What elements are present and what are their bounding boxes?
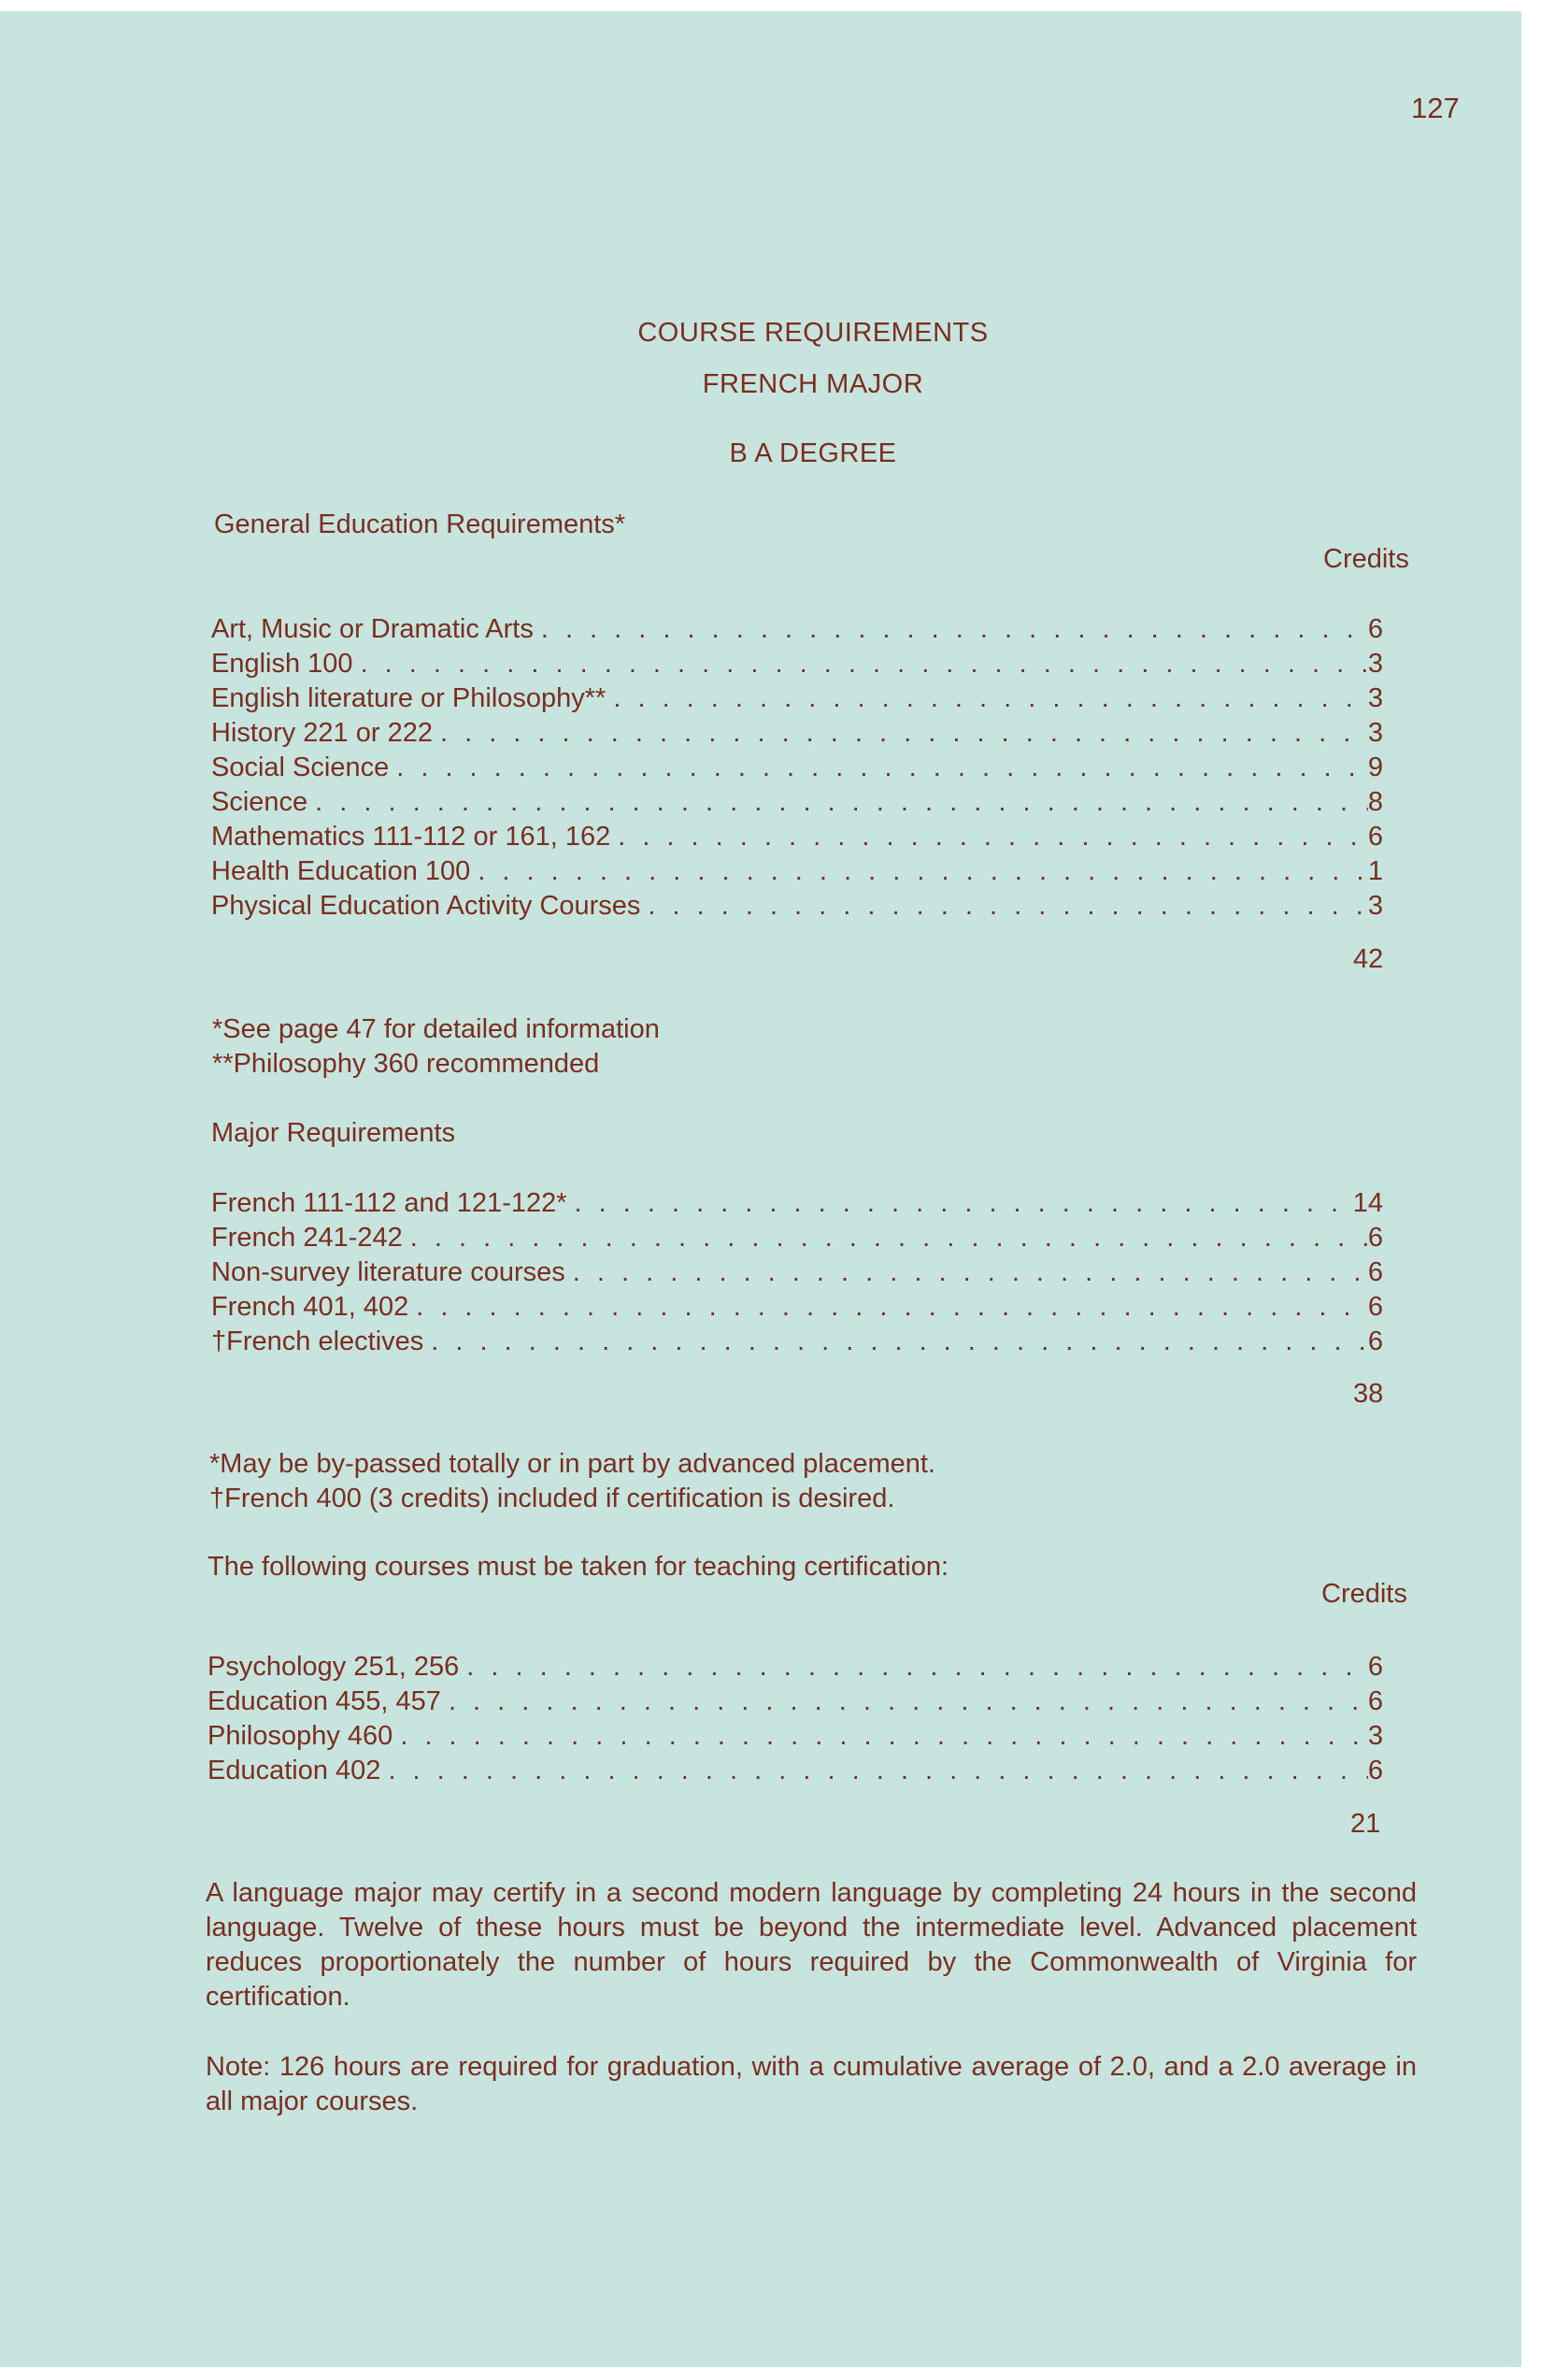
footnote: **Philosophy 360 recommended <box>212 1049 600 1079</box>
general-education-heading: General Education Requirements* <box>214 509 626 539</box>
requirement-label: English 100 <box>211 649 353 679</box>
requirement-credits: 3 <box>1367 718 1383 748</box>
requirement-row <box>211 1221 1383 1255</box>
requirement-label: French 241-242 <box>211 1223 403 1253</box>
title-french-major: FRENCH MAJOR <box>702 369 924 399</box>
requirement-label: Social Science <box>211 753 390 782</box>
requirement-label: Psychology 251, 256 <box>207 1652 460 1682</box>
teaching-total: 21 <box>1350 1809 1381 1839</box>
graduation-note: Note: 126 hours are required for graduation, with a cumulative average of 2.0, and a 2.0 average in all major courses. <box>206 2052 1417 2116</box>
requirement-label: Non-survey literature courses <box>211 1257 565 1287</box>
requirement-credits: 3 <box>1367 649 1383 679</box>
requirement-row <box>211 1325 1383 1358</box>
requirement-row <box>211 647 1383 681</box>
requirement-credits: 6 <box>1367 1686 1383 1716</box>
requirement-credits: 3 <box>1367 683 1383 713</box>
requirement-row <box>211 785 1383 819</box>
requirement-label: Physical Education Activity Courses <box>211 891 641 921</box>
requirement-credits: 6 <box>1367 1257 1383 1287</box>
requirement-label: French 401, 402 <box>211 1292 409 1322</box>
general-total: 42 <box>1353 944 1384 974</box>
requirement-credits: 6 <box>1367 1652 1383 1682</box>
certification-paragraph: A language major may certify in a second modern language by completing 24 hours in the second language. Twelve of these hours must be beyond the intermediate level. Advanced placement reduces proportionately the number of hours required by the Commonwealth of Virginia for certification. <box>206 1878 1417 2012</box>
footnote: *See page 47 for detailed information <box>212 1014 660 1044</box>
requirement-row <box>211 854 1383 888</box>
requirement-row <box>211 1290 1383 1324</box>
requirement-credits: 9 <box>1367 753 1383 782</box>
requirement-label: Mathematics 111-112 or 161, 162 <box>211 822 611 852</box>
requirement-row <box>211 612 1383 646</box>
title-course-requirements: COURSE REQUIREMENTS <box>637 318 989 348</box>
requirement-credits: 8 <box>1367 787 1383 817</box>
major-total: 38 <box>1353 1379 1384 1409</box>
requirement-label: Health Education 100 <box>211 856 471 886</box>
requirement-row <box>211 1186 1383 1220</box>
teaching-certification-intro: The following courses must be taken for teaching certification: <box>207 1552 949 1582</box>
requirement-label: Education 402 <box>207 1756 381 1785</box>
requirement-credits: 6 <box>1367 1223 1383 1253</box>
page-number: 127 <box>1411 92 1460 124</box>
requirement-label: Philosophy 460 <box>207 1721 393 1751</box>
requirement-credits: 6 <box>1367 614 1383 644</box>
requirement-row <box>211 751 1383 784</box>
requirement-label: †French electives <box>211 1326 424 1356</box>
title-degree: B A DEGREE <box>729 438 897 468</box>
footnote: *May be by-passed totally or in part by advanced placement. <box>209 1449 935 1479</box>
requirement-row <box>211 1255 1383 1289</box>
requirement-row <box>207 1685 1383 1718</box>
requirement-row <box>211 716 1383 750</box>
requirement-credits: 14 <box>1352 1188 1383 1218</box>
requirement-credits: 6 <box>1367 1756 1383 1785</box>
requirement-row <box>207 1650 1383 1684</box>
requirement-row <box>211 820 1383 853</box>
requirement-row <box>207 1719 1383 1753</box>
requirement-row <box>211 681 1383 715</box>
requirement-credits: 1 <box>1367 856 1383 886</box>
requirement-credits: 6 <box>1367 1292 1383 1322</box>
requirement-label: English literature or Philosophy** <box>211 683 606 713</box>
footnote: †French 400 (3 credits) included if certification is desired. <box>209 1484 895 1513</box>
major-requirements-heading: Major Requirements <box>211 1118 456 1148</box>
requirement-credits: 3 <box>1367 891 1383 921</box>
requirement-label: French 111-112 and 121-122* <box>211 1188 567 1218</box>
credits-header: Credits <box>1323 544 1409 574</box>
requirement-label: Art, Music or Dramatic Arts <box>211 614 534 644</box>
requirement-label: History 221 or 222 <box>211 718 433 748</box>
requirement-credits: 3 <box>1367 1721 1383 1751</box>
requirement-credits: 6 <box>1367 822 1383 852</box>
requirement-credits: 6 <box>1367 1326 1383 1356</box>
requirement-label: Education 455, 457 <box>207 1686 441 1716</box>
requirement-row <box>207 1754 1383 1787</box>
requirement-label: Science <box>211 787 308 817</box>
credits-header: Credits <box>1321 1579 1407 1609</box>
requirement-row <box>211 889 1383 923</box>
